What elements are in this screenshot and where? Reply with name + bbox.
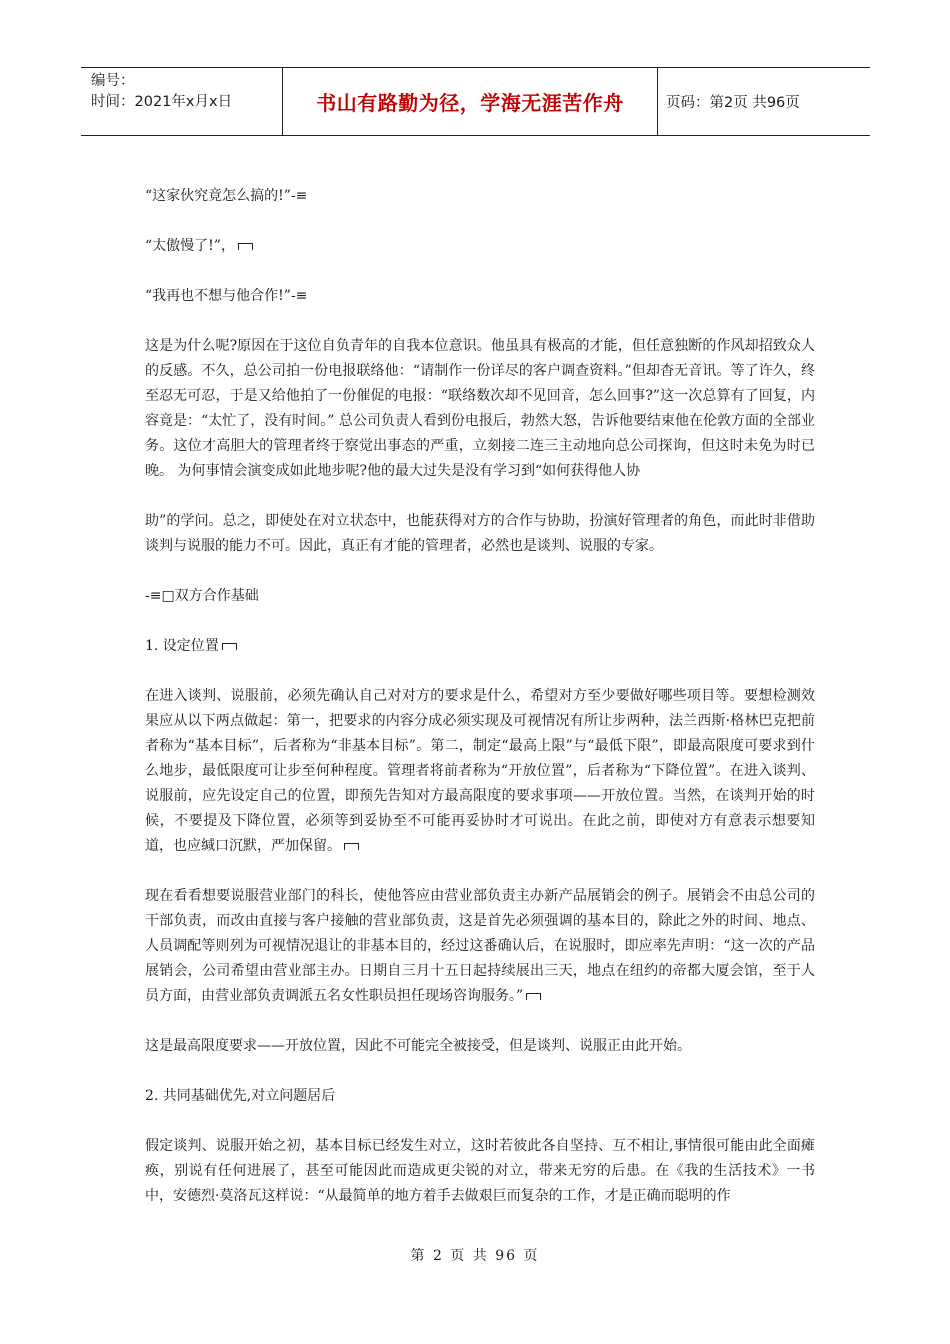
- paragraph: “太傲慢了!”，: [145, 234, 815, 259]
- paragraph: 在进入谈判、说服前，必须先确认自己对对方的要求是什么，希望对方至少要做好哪些项目等。要想检测效果应从以下两点做起：第一，把要求的内容分成必须实现及可视情况有所让步两种，法兰西斯·格林巴克把前者称为“基本目标”，后者称为“非基本目标”。第二，制定“最高上限”与“最低下限”，即最高限度可要求到什么地步，最低限度可让步至何种程度。管理者将前者称为“开放位置”，后者称为“下降位置”。在进入谈判、说服前，应先设定自己的位置，即预先告知对方最高限度的要求事项——开放位置。当然，在谈判开始的时候，不要提及下降位置，必须等到妥协至不可能再妥协时才可说出。在此之前，即使对方有意表示想要知道，也应缄口沉默，严加保留。: [145, 688, 815, 854]
- header-number: 编号：: [91, 73, 135, 89]
- header-motto: 书山有路勤为径，学海无涯苦作舟: [283, 68, 658, 135]
- paragraph-mark: [238, 243, 253, 250]
- paragraph: 假定谈判、说服开始之初，基本目标已经发生对立，这时若彼此各自坚持、互不相让,事情很可能由此全面瘫痪，别说有任何进展了，甚至可能因此而造成更尖锐的对立，带来无穷的后患。在《我的生活技术》一书中，安德烈·莫洛瓦这样说：“从最简单的地方着手去做艰巨而复杂的工作，才是正确而聪明的作: [145, 1138, 815, 1204]
- paragraph: 助”的学问。总之，即使处在对立状态中，也能获得对方的合作与协助，扮演好管理者的角色，而此时非借助谈判与说服的能力不可。因此，真正有才能的管理者，必然也是谈判、说服的专家。: [145, 513, 815, 554]
- page-footer: 第 2 页 共 96 页: [410, 1248, 540, 1264]
- subsection-heading: 1. 设定位置: [145, 634, 815, 659]
- paragraph: “我再也不想与他合作!”-≡: [145, 288, 308, 304]
- header-page-info: 页码：第2页 共96页: [666, 95, 800, 111]
- subsection-heading: 2. 共同基础优先,对立问题居后: [145, 1088, 336, 1104]
- paragraph: “这家伙究竟怎么搞的!”-≡: [145, 188, 308, 204]
- section-heading: -≡□双方合作基础: [145, 588, 259, 604]
- paragraph: 这是为什么呢?原因在于这位自负青年的自我本位意识。他虽具有极高的才能，但任意独断的作风却招致众人的反感。不久，总公司拍一份电报联络他：“请制作一份详尽的客户调查资料。”但却杳无音讯。等了许久，终至忍无可忍，于是又给他拍了一份催促的电报：“联络数次却不见回音，怎么回事?”这一次总算有了回复，内容竟是：“太忙了，没有时间。” 总公司负责人看到份电报后，勃然大怒，告诉他要结束他在伦敦方面的全部业务。这位才高胆大的管理者终于察觉出事态的严重，立刻接二连三主动地向总公司探询，但这时未免为时已晚。 为何事情会演变成如此地步呢?他的最大过失是没有学习到“如何获得他人协: [145, 338, 815, 479]
- paragraph-mark: [344, 843, 359, 850]
- paragraph: 这是最高限度要求——开放位置，因此不可能完全被接受，但是谈判、说服正由此开始。: [145, 1038, 691, 1054]
- paragraph-mark: [222, 643, 237, 650]
- document-body: [145, 184, 815, 1209]
- document-header: [81, 67, 870, 136]
- header-meta: [81, 68, 283, 135]
- header-time: 时间：2021年x月x日: [91, 94, 233, 110]
- paragraph-mark: [526, 993, 541, 1000]
- paragraph: 现在看看想要说服营业部门的科长，使他答应由营业部负责主办新产品展销会的例子。展销会不由总公司的干部负责，而改由直接与客户接触的营业部负责，这是首先必须强调的基本目的，除此之外的时间、地点、人员调配等则列为可视情况退让的非基本目的，经过这番确认后，在说服时，即应率先声明：“这一次的产品展销会，公司希望由营业部主办。日期自三月十五日起持续展出三天，地点在纽约的帝都大厦会馆，至于人员方面，由营业部负责调派五名女性职员担任现场咨询服务。”: [145, 888, 815, 1004]
